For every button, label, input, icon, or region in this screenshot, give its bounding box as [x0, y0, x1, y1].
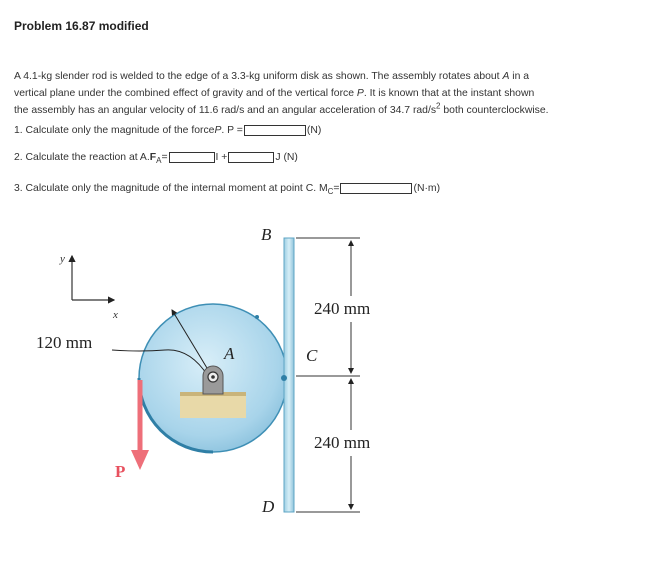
slender-rod	[284, 238, 294, 512]
tangent-mark-upper	[255, 315, 259, 319]
q3-sub: C	[327, 187, 334, 196]
statement-point-a: A	[502, 71, 510, 82]
statement-exponent: 2	[436, 101, 441, 111]
dim-top-label: 240 mm	[314, 299, 371, 318]
weld-point	[281, 375, 287, 381]
q1-text: 1. Calculate only the magnitude of the force	[14, 125, 215, 136]
q3-text: 3. Calculate only the magnitude of the internal moment at point C. M	[14, 183, 328, 194]
force-p-arrowhead	[131, 450, 149, 470]
q2-sub: A	[156, 156, 162, 165]
problem-title: Problem 16.87 modified	[14, 19, 149, 33]
q3-unit: (N·m)	[413, 183, 441, 194]
x-axis-label: x	[113, 309, 118, 321]
statement-line3: the assembly has an angular velocity of 11.6 rad/s and an angular acceleration of 34.7 rad/s	[14, 105, 437, 116]
statement-line3b: both counterclockwise.	[440, 105, 549, 116]
label-b: B	[261, 225, 272, 244]
q3-eq: =	[333, 183, 340, 194]
q2-var: F	[149, 152, 157, 163]
label-p: P	[115, 462, 126, 481]
y-axis-label: y	[60, 253, 65, 265]
statement-line1: A 4.1-kg slender rod is welded to the edge of a 3.3-kg uniform disk as shown. The assembly rotates about	[14, 71, 503, 82]
statement-line2: vertical plane under the combined effect of gravity and of the vertical force	[14, 88, 357, 99]
statement-line1b: in a	[509, 71, 530, 82]
label-a: A	[224, 344, 235, 363]
label-d: D	[262, 497, 275, 516]
q2-text: 2. Calculate the reaction at A.	[14, 152, 150, 163]
coordinate-axes	[59, 253, 118, 321]
q2-end: J (N)	[275, 152, 298, 163]
label-c: C	[306, 346, 318, 365]
q1-unit: (N)	[306, 125, 322, 136]
statement-force-p: P	[356, 88, 364, 99]
q1-eq: . P =	[221, 125, 243, 136]
pin-center	[211, 375, 215, 379]
dim-bottom-label: 240 mm	[314, 433, 371, 452]
statement-line2b: . It is known that at the instant shown	[363, 88, 535, 99]
dim-radius-label: 120 mm	[36, 333, 93, 352]
q2-eq: =	[161, 152, 168, 163]
q1-var: P	[214, 125, 222, 136]
q2-mid: I +	[215, 152, 228, 163]
dimension-lines	[296, 238, 360, 512]
